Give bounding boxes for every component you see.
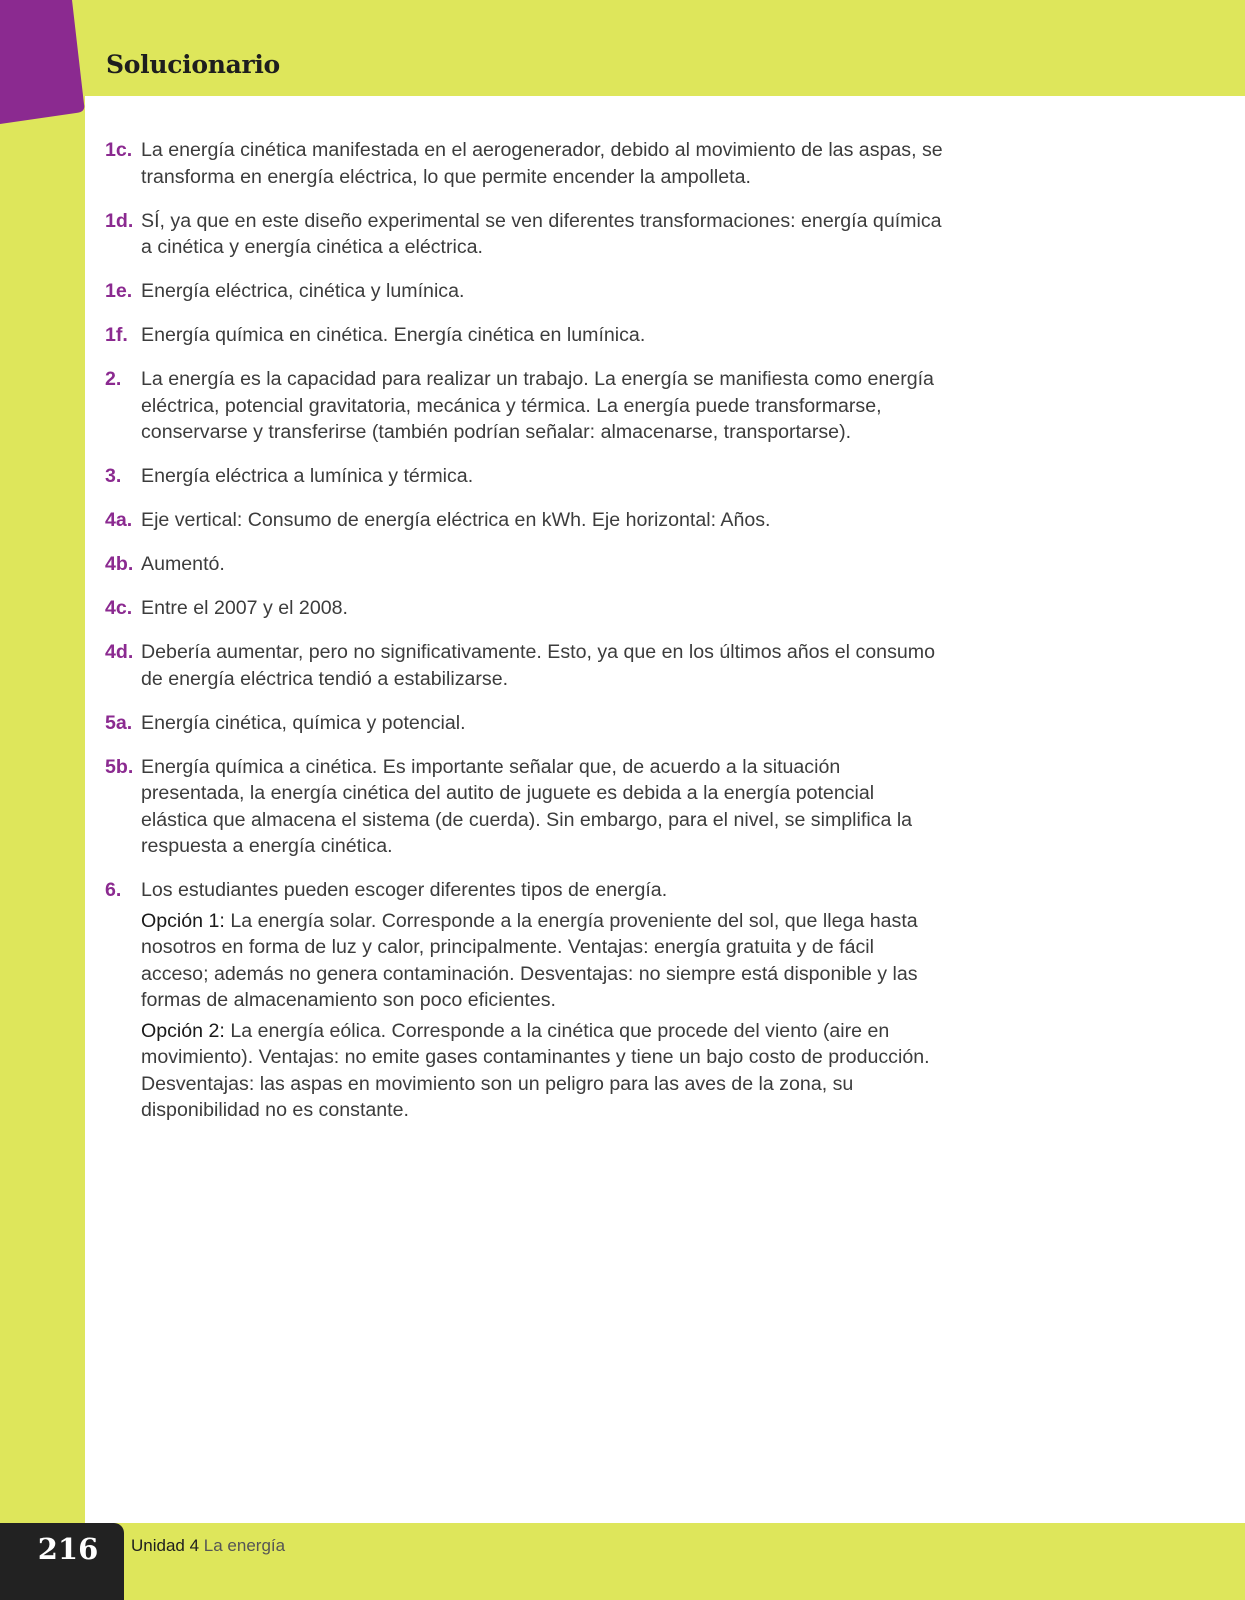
answer-item: [105, 754, 945, 860]
footer-band: [0, 1523, 1245, 1600]
answer-text: La energía cinética manifestada en el aerogenerador, debido al movimiento de las aspas, se transforma en energía eléctrica, lo que permite encender la ampolleta.: [141, 139, 943, 188]
answer-item: [105, 710, 945, 737]
page-title: Solucionario: [106, 50, 280, 79]
option-1: [141, 908, 945, 1014]
answer-text: Energía eléctrica a lumínica y térmica.: [141, 465, 474, 487]
answer-item: [105, 551, 945, 578]
answer-number: 5b.: [105, 755, 134, 778]
option-text: La energía eólica. Corresponde a la cinética que procede del viento (aire en movimiento). Ventajas: no emite gases contaminantes y tiene un bajo costo de producción. Desventajas: las aspas en movimiento son un peligro para las aves de la zona, su disponibilidad no es constante.: [141, 1019, 930, 1121]
answer-text: Energía eléctrica, cinética y lumínica.: [141, 280, 465, 302]
answer-text: Debería aumentar, pero no significativamente. Esto, ya que en los últimos años el consumo de energía eléctrica tendió a estabilizarse.: [141, 641, 935, 690]
answer-item: [105, 639, 945, 692]
footer-unit: [131, 1536, 285, 1556]
answer-item: [105, 877, 945, 1124]
answer-item: [105, 278, 945, 305]
answer-number: 2.: [105, 368, 122, 390]
answer-item: [105, 137, 945, 190]
unit-title: La energía: [203, 1536, 286, 1555]
answer-text: Energía química en cinética. Energía cinética en lumínica.: [141, 324, 646, 346]
answer-number: 6.: [105, 879, 122, 901]
answer-item: [105, 208, 945, 261]
unit-label: Unidad 4: [131, 1536, 200, 1555]
answer-number: 1d.: [105, 209, 134, 232]
option-label: Opción 1:: [141, 909, 225, 932]
answer-item: [105, 463, 945, 490]
answer-number: 4d.: [105, 641, 134, 663]
answer-text: Aumentó.: [141, 553, 225, 575]
answer-text: La energía es la capacidad para realizar un trabajo. La energía se manifiesta como energía eléctrica, potencial gravitatoria, mecánica y térmica. La energía puede transformarse, conservarse y transferirse (también podrían señalar: almacenarse, transportarse).: [141, 368, 934, 443]
answer-text: Eje vertical: Consumo de energía eléctrica en kWh. Eje horizontal: Años.: [141, 509, 771, 531]
left-margin-band: [0, 0, 85, 1600]
answer-item: [105, 507, 945, 534]
answer-text: Los estudiantes pueden escoger diferentes tipos de energía.: [141, 879, 668, 901]
page-number: 216: [37, 1532, 99, 1566]
answer-item: [105, 366, 945, 446]
answer-number: 4b.: [105, 553, 134, 575]
answer-text: Entre el 2007 y el 2008.: [141, 597, 348, 619]
answer-number: 1c.: [105, 139, 133, 161]
answer-list: [105, 137, 945, 1141]
answer-number: 4c.: [105, 597, 133, 619]
answer-text: Energía química a cinética. Es importante señalar que, de acuerdo a la situación presentada, la energía cinética del autito de juguete es debida a la energía potencial elástica que almacena el sistema (de cuerda). Sin embargo, para el nivel, se simplifica la respuesta a energía cinética.: [141, 755, 913, 857]
answer-item: [105, 595, 945, 622]
answer-item: [105, 322, 945, 349]
option-label: Opción 2:: [141, 1019, 225, 1042]
answer-number: 3.: [105, 465, 122, 487]
answer-text: SÍ, ya que en este diseño experimental se ven diferentes transformaciones: energía química a cinética y energía cinética a eléctrica.: [141, 209, 942, 258]
header-band: [0, 0, 1245, 96]
header-accent-tab: [0, 0, 86, 124]
answer-number: 1f.: [105, 324, 128, 346]
option-2: [141, 1018, 945, 1124]
answer-number: 4a.: [105, 509, 133, 531]
option-text: La energía solar. Corresponde a la energía proveniente del sol, que llega hasta nosotros en forma de luz y calor, principalmente. Ventajas: energía gratuita y de fácil acceso; además no genera contaminación. Desventajas: no siempre está disponible y las formas de almacenamiento son poco eficientes.: [141, 909, 918, 1011]
answer-number: 5a.: [105, 711, 133, 734]
answer-number: 1e.: [105, 280, 133, 302]
answer-text: Energía cinética, química y potencial.: [141, 711, 466, 734]
